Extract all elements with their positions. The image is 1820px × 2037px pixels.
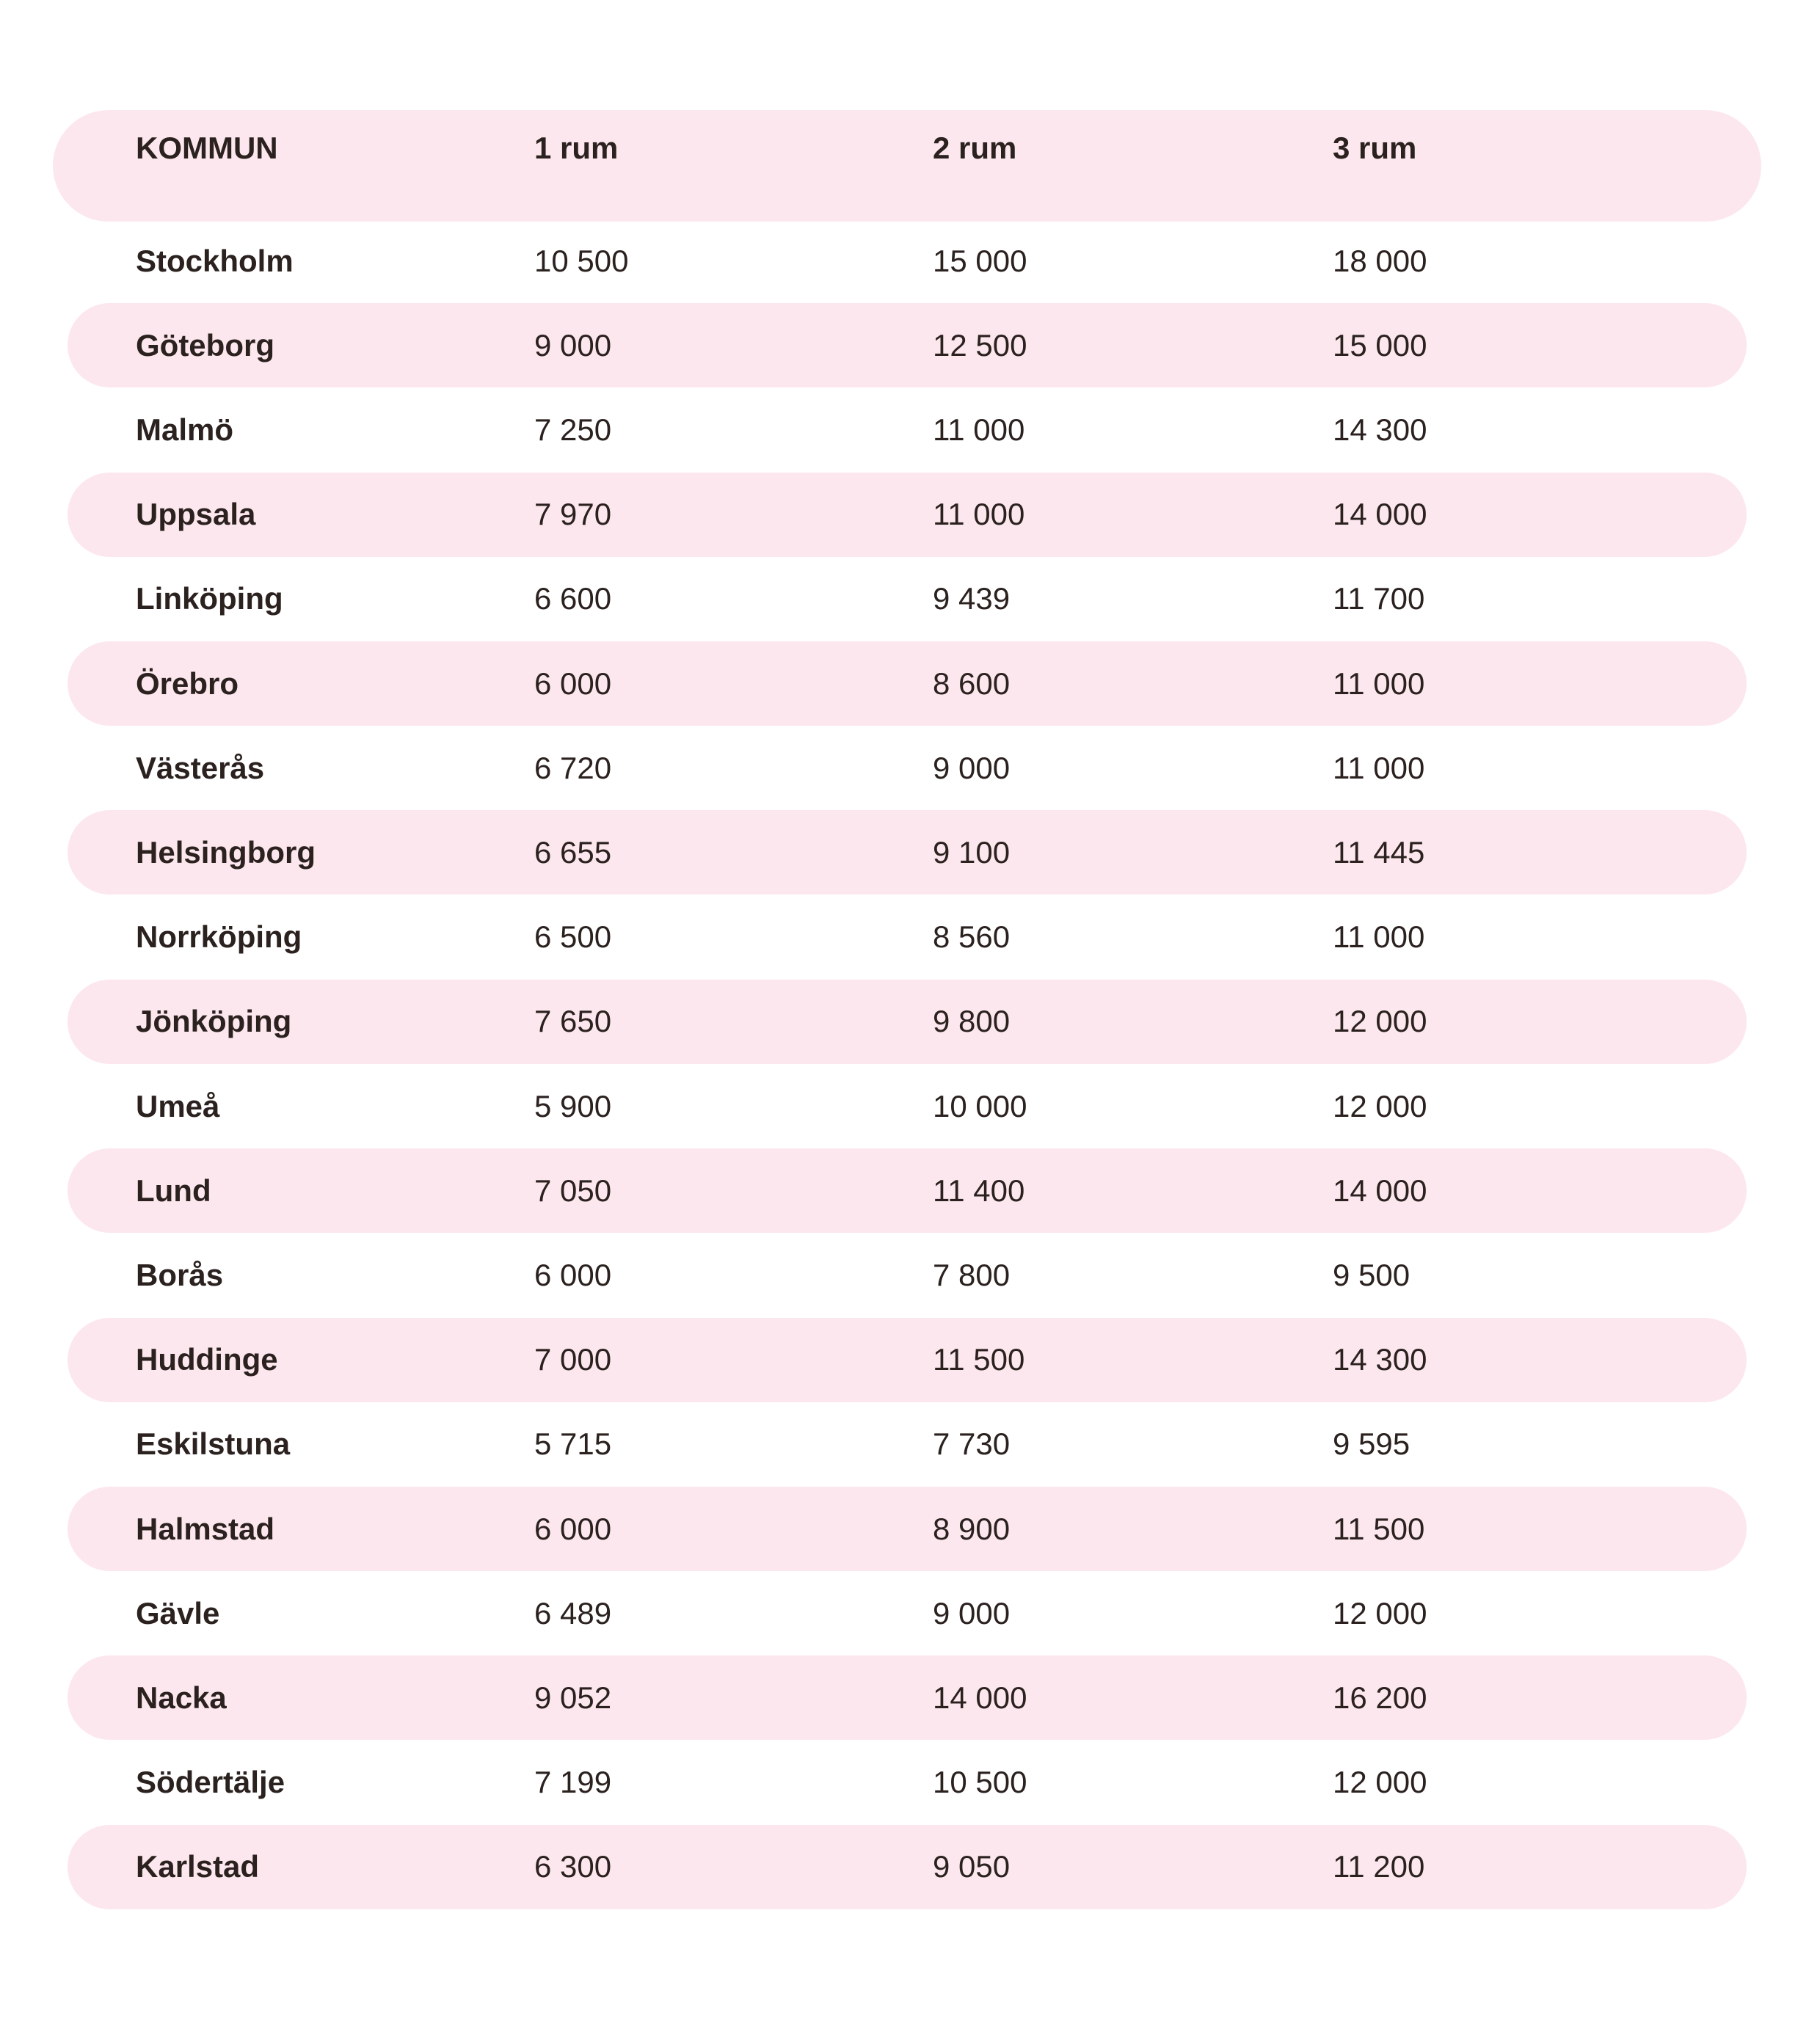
cell-kommun: Gävle [136, 1595, 220, 1630]
cell-3-rum: 14 300 [1333, 412, 1427, 447]
cell-kommun: Lund [136, 1173, 211, 1208]
cell-3-rum: 14 300 [1333, 1342, 1427, 1377]
cell-2-rum: 9 800 [933, 1004, 1011, 1039]
table-row [68, 1487, 1747, 1571]
table-row [68, 895, 1747, 980]
table-row [68, 1148, 1747, 1233]
cell-1-rum: 6 000 [534, 1511, 612, 1546]
header-2-rum: 2 rum [933, 131, 1017, 165]
cell-3-rum: 9 595 [1333, 1426, 1410, 1462]
table-row [68, 387, 1747, 472]
cell-1-rum: 7 970 [534, 497, 612, 532]
cell-kommun: Umeå [136, 1088, 220, 1123]
table-row [68, 1064, 1747, 1148]
cell-2-rum: 10 500 [933, 1765, 1027, 1800]
cell-1-rum: 7 199 [534, 1765, 612, 1800]
cell-kommun: Norrköping [136, 919, 302, 955]
cell-1-rum: 6 600 [534, 581, 612, 616]
cell-2-rum: 8 900 [933, 1511, 1011, 1546]
cell-1-rum: 6 000 [534, 1257, 612, 1292]
cell-1-rum: 5 900 [534, 1088, 612, 1123]
cell-2-rum: 15 000 [933, 243, 1027, 278]
table-row [68, 557, 1747, 641]
table-row [68, 1402, 1747, 1487]
cell-3-rum: 14 000 [1333, 497, 1427, 532]
cell-kommun: Västerås [136, 750, 265, 785]
table-row [68, 1571, 1747, 1655]
table-header [53, 110, 1761, 222]
cell-2-rum: 9 000 [933, 1595, 1011, 1630]
table-row [68, 1741, 1747, 1825]
cell-2-rum: 10 000 [933, 1088, 1027, 1123]
cell-1-rum: 6 655 [534, 834, 612, 870]
cell-1-rum: 6 000 [534, 666, 612, 701]
table-row [68, 641, 1747, 726]
cell-2-rum: 11 000 [933, 497, 1025, 532]
cell-2-rum: 11 000 [933, 412, 1025, 447]
header-1-rum: 1 rum [534, 131, 619, 165]
cell-3-rum: 11 445 [1333, 834, 1425, 870]
cell-kommun: Nacka [136, 1680, 227, 1715]
table-row [68, 1825, 1747, 1909]
cell-2-rum: 11 500 [933, 1342, 1025, 1377]
cell-2-rum: 7 730 [933, 1426, 1011, 1462]
cell-3-rum: 9 500 [1333, 1257, 1410, 1292]
cell-3-rum: 11 000 [1333, 750, 1425, 785]
cell-2-rum: 8 560 [933, 919, 1011, 955]
cell-1-rum: 7 000 [534, 1342, 612, 1377]
cell-kommun: Linköping [136, 581, 283, 616]
cell-kommun: Uppsala [136, 497, 256, 532]
cell-kommun: Örebro [136, 666, 239, 701]
table-row [68, 1233, 1747, 1317]
cell-1-rum: 7 650 [534, 1004, 612, 1039]
cell-2-rum: 11 400 [933, 1173, 1025, 1208]
cell-2-rum: 9 100 [933, 834, 1011, 870]
cell-3-rum: 12 000 [1333, 1595, 1427, 1630]
cell-2-rum: 12 500 [933, 327, 1027, 362]
cell-kommun: Huddinge [136, 1342, 278, 1377]
cell-3-rum: 11 700 [1333, 581, 1425, 616]
cell-3-rum: 11 200 [1333, 1849, 1425, 1884]
table-row [68, 980, 1747, 1064]
table-row [68, 1318, 1747, 1402]
cell-kommun: Helsingborg [136, 834, 316, 870]
cell-1-rum: 5 715 [534, 1426, 612, 1462]
cell-kommun: Borås [136, 1257, 224, 1292]
cell-2-rum: 14 000 [933, 1680, 1027, 1715]
table-row [68, 303, 1747, 387]
cell-3-rum: 11 500 [1333, 1511, 1425, 1546]
cell-3-rum: 12 000 [1333, 1765, 1427, 1800]
cell-2-rum: 9 050 [933, 1849, 1011, 1884]
cell-1-rum: 7 050 [534, 1173, 612, 1208]
cell-kommun: Göteborg [136, 327, 274, 362]
table-row [68, 810, 1747, 894]
cell-2-rum: 9 439 [933, 581, 1011, 616]
cell-2-rum: 8 600 [933, 666, 1011, 701]
cell-1-rum: 6 500 [534, 919, 612, 955]
cell-2-rum: 9 000 [933, 750, 1011, 785]
cell-kommun: Stockholm [136, 243, 294, 278]
cell-kommun: Jönköping [136, 1004, 292, 1039]
table-row [68, 219, 1747, 303]
cell-3-rum: 16 200 [1333, 1680, 1427, 1715]
cell-1-rum: 6 720 [534, 750, 612, 785]
cell-1-rum: 6 489 [534, 1595, 612, 1630]
cell-kommun: Eskilstuna [136, 1426, 291, 1462]
cell-kommun: Södertälje [136, 1765, 285, 1800]
cell-kommun: Malmö [136, 412, 234, 447]
cell-kommun: Karlstad [136, 1849, 260, 1884]
cell-3-rum: 11 000 [1333, 919, 1425, 955]
cell-1-rum: 6 300 [534, 1849, 612, 1884]
cell-3-rum: 11 000 [1333, 666, 1425, 701]
table-row [68, 473, 1747, 557]
cell-1-rum: 7 250 [534, 412, 612, 447]
header-3-rum: 3 rum [1333, 131, 1417, 165]
cell-kommun: Halmstad [136, 1511, 275, 1546]
cell-3-rum: 12 000 [1333, 1088, 1427, 1123]
cell-3-rum: 15 000 [1333, 327, 1427, 362]
cell-1-rum: 9 052 [534, 1680, 612, 1715]
cell-1-rum: 9 000 [534, 327, 612, 362]
table-row [68, 1655, 1747, 1740]
cell-3-rum: 12 000 [1333, 1004, 1427, 1039]
cell-3-rum: 14 000 [1333, 1173, 1427, 1208]
cell-3-rum: 18 000 [1333, 243, 1427, 278]
cell-1-rum: 10 500 [534, 243, 629, 278]
cell-2-rum: 7 800 [933, 1257, 1011, 1292]
header-kommun: KOMMUN [136, 131, 278, 165]
table-row [68, 726, 1747, 810]
